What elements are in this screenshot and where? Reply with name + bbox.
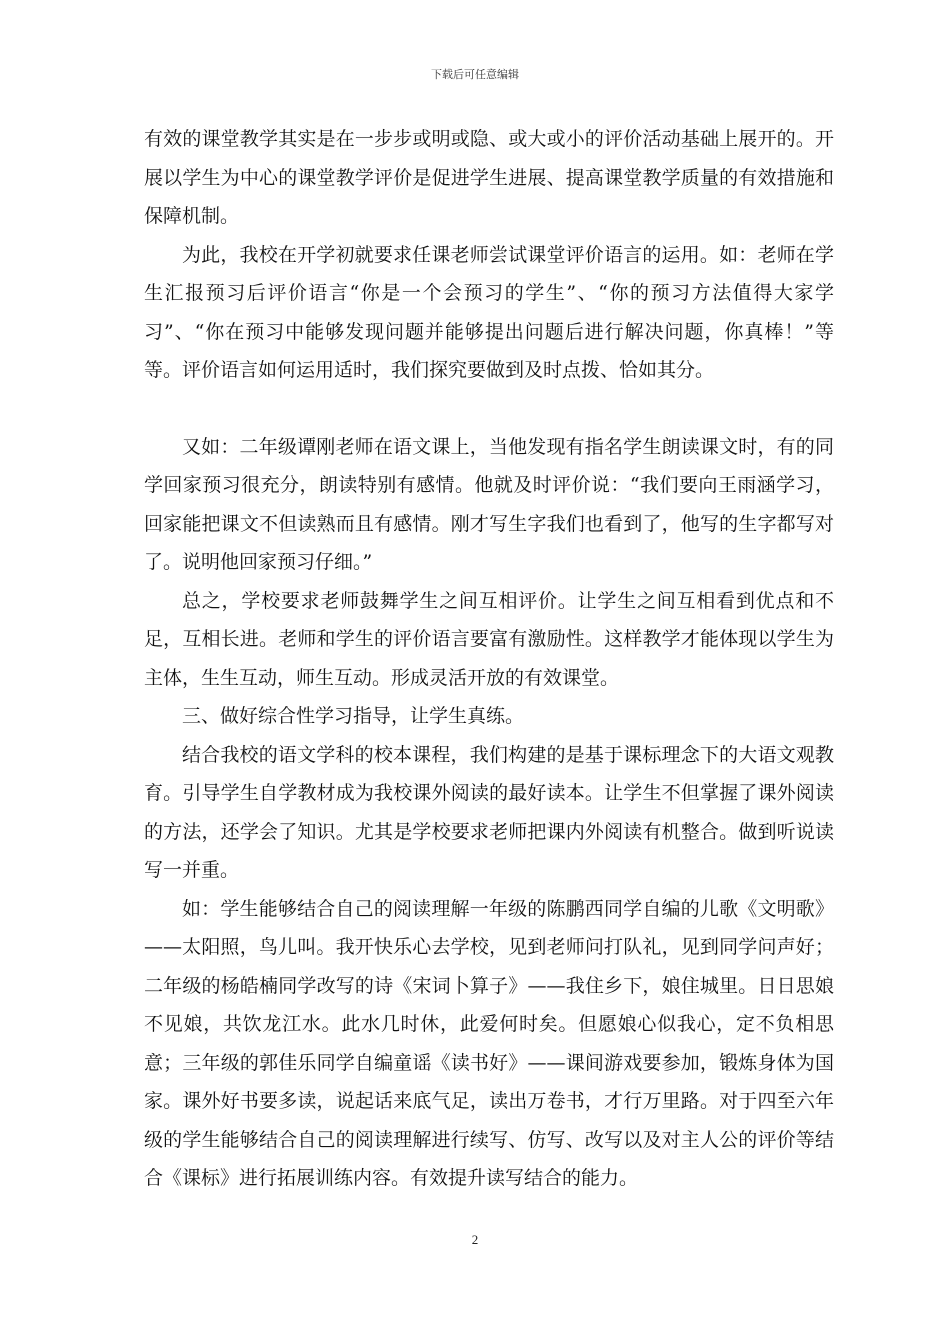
paragraph-spacer bbox=[144, 390, 834, 428]
page-header: 下载后可任意编辑 bbox=[431, 68, 519, 81]
paragraph-1: 有效的课堂教学其实是在一步步或明或隐、或大或小的评价活动基础上展开的。开展以学生为中心的课堂教学评价是促进学生进展、提高课堂教学质量的有效措施和保障机制。 bbox=[144, 128, 834, 227]
paragraph-2: 为此，我校在开学初就要求任课老师尝试课堂评价语言的运用。如：老师在学生汇报预习后评价语言“你是一个会预习的学生”、“你的预习方法值得大家学习”、“你在预习中能够发现问题并能够提出问题后进行解决问题，你真棒！”等等。评价语言如何运用适时，我们探究要做到及时点拨、恰如其分。 bbox=[144, 243, 834, 381]
section-heading: 三、做好综合性学习指导，让学生真练。 bbox=[182, 705, 525, 727]
body-text bbox=[144, 120, 834, 1198]
page-number: 2 bbox=[471, 1232, 479, 1247]
paragraph-4: 总之，学校要求老师鼓舞学生之间互相评价。让学生之间互相看到优点和不足，互相长进。老师和学生的评价语言要富有激励性。这样教学才能体现以学生为主体，生生互动，师生互动。形成灵活开放的有效课堂。 bbox=[144, 589, 834, 689]
paragraph-6: 如：学生能够结合自己的阅读理解一年级的陈鹏西同学自编的儿歌《文明歌》——太阳照，鸟儿叫。我开快乐心去学校，见到老师问打队礼，见到同学问声好；二年级的杨皓楠同学改写的诗《宋词卜算子》——我住乡下，娘住城里。日日思娘不见娘，共饮龙江水。此水几时休，此爱何时矣。但愿娘心似我心，定不负相思意；三年级的郭佳乐同学自编童谣《读书好》——课间游戏要参加，锻炼身体为国家。课外好书要多读，说起话来底气足，读出万卷书，才行万里路。对于四至六年级的学生能够结合自己的阅读理解进行续写、仿写、改写以及对主人公的评价等结合《课标》进行拓展训练内容。有效提升读写结合的能力。 bbox=[144, 897, 834, 1189]
paragraph-5: 结合我校的语文学科的校本课程，我们构建的是基于课标理念下的大语文观教育。引导学生自学教材成为我校课外阅读的最好读本。让学生不但掌握了课外阅读的方法，还学会了知识。尤其是学校要求老师把课内外阅读有机整合。做到听说读写一并重。 bbox=[144, 743, 834, 881]
paragraph-3: 又如：二年级谭刚老师在语文课上，当他发现有指名学生朗读课文时，有的同学回家预习很充分，朗读特别有感情。他就及时评价说：“我们要向王雨涵学习，回家能把课文不但读熟而且有感情。刚才写生字我们也看到了，他写的生字都写对了。说明他回家预习仔细。” bbox=[144, 435, 834, 573]
